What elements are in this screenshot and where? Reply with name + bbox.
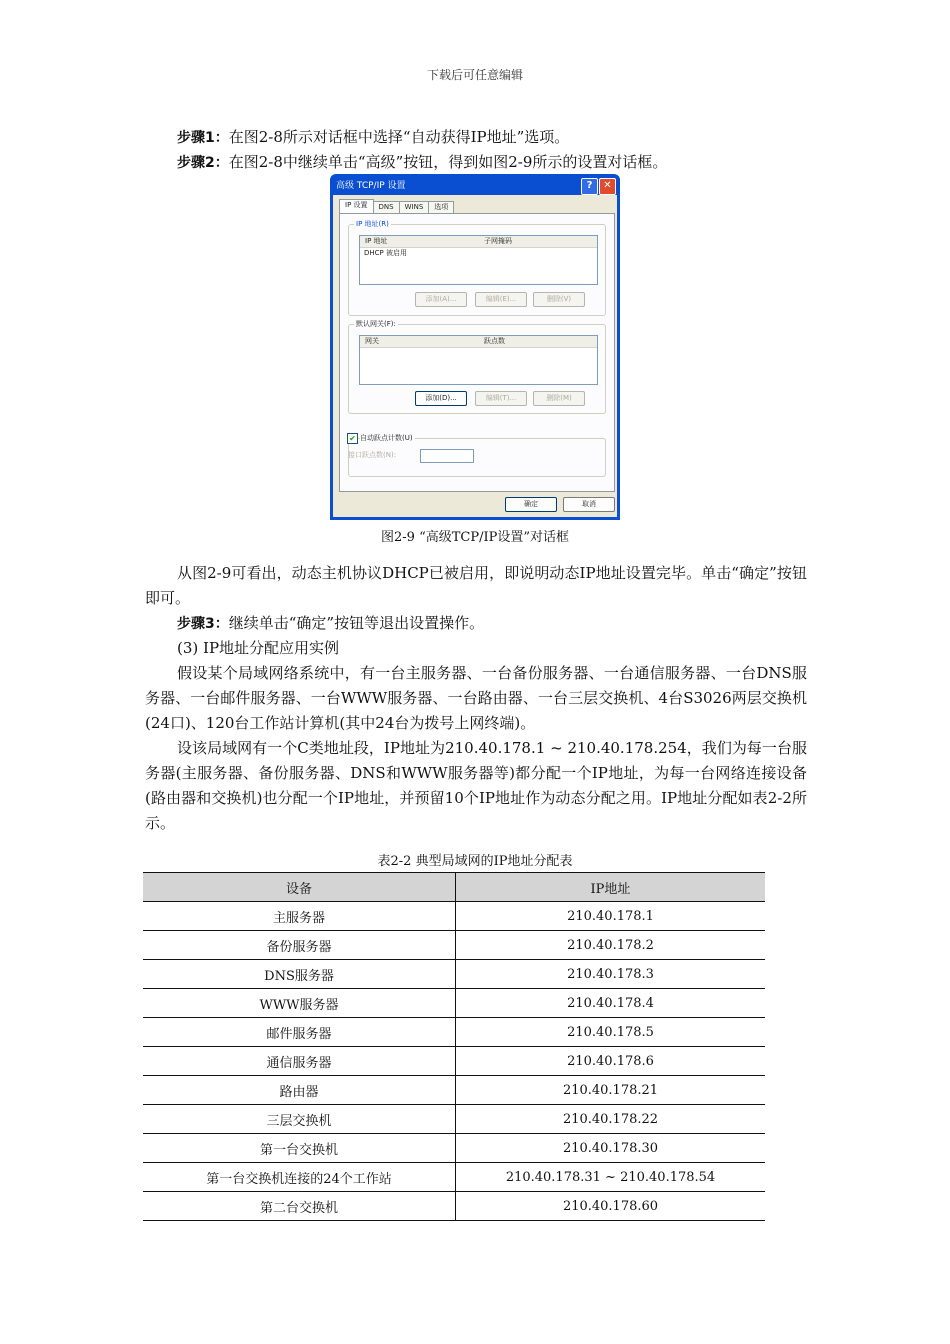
gateway-list[interactable] — [359, 335, 598, 385]
tab-wins[interactable]: WINS — [399, 201, 430, 213]
interface-metric-input[interactable] — [420, 449, 474, 463]
table-row — [143, 1076, 765, 1105]
device-cell: 主服务器 — [143, 902, 456, 931]
device-cell: 邮件服务器 — [143, 1018, 456, 1047]
ip-delete-button[interactable]: 删除(V) — [533, 292, 585, 307]
table-row — [143, 1105, 765, 1134]
ip-cell: 210.40.178.21 — [456, 1076, 766, 1105]
device-cell: 三层交换机 — [143, 1105, 456, 1134]
gateway-add-button[interactable]: 添加(D)... — [415, 391, 467, 406]
step1-paragraph — [145, 125, 807, 151]
ip-edit-button[interactable]: 编辑(E)... — [475, 292, 527, 307]
device-cell: 第一台交换机连接的24个工作站 — [143, 1163, 456, 1192]
table-row — [143, 1047, 765, 1076]
paragraph-allocation: 设该局域网有一个C类地址段，IP地址为210.40.178.1 ~ 210.40.178.254，我们为每一台服务器(主服务器、备份服务器、DNS和WWW服务器等)都分配一个IP地址，为每一台网络连接设备(路由器和交换机)也分配一个IP地址，并预留10个IP地址作为动态分配之用。IP地址分配如表2-2所示。 — [145, 739, 807, 832]
gateway-list-header — [360, 336, 597, 348]
ip-cell: 210.40.178.2 — [456, 931, 766, 960]
device-column-header: 设备 — [143, 873, 456, 902]
ip-cell: 210.40.178.5 — [456, 1018, 766, 1047]
ip-group-label: IP 地址(R) — [356, 220, 389, 228]
auto-metric-checkbox[interactable]: ✔ — [347, 433, 358, 444]
table-row — [143, 1018, 765, 1047]
device-cell: 第一台交换机 — [143, 1134, 456, 1163]
ip-cell: 210.40.178.1 — [456, 902, 766, 931]
ip-address-list[interactable] — [359, 235, 598, 285]
step2-paragraph — [145, 150, 807, 176]
tab-strip — [339, 199, 453, 213]
ip-allocation-table — [143, 872, 765, 1221]
step1-label: 步骤1： — [177, 130, 229, 146]
ip-col-header: IP 地址 — [365, 237, 388, 245]
cancel-button[interactable]: 取消 — [563, 497, 615, 512]
table-caption: 表2-2 典型局域网的IP地址分配表 — [377, 854, 573, 869]
ip-address-group — [348, 220, 606, 316]
dialog-title-bar — [333, 177, 617, 195]
table-row — [143, 1134, 765, 1163]
interface-metric-label: 接口跃点数(N): — [348, 451, 397, 459]
advanced-tcpip-dialog — [330, 174, 620, 520]
metric-col-header: 跃点数 — [484, 337, 505, 345]
tab-ip-settings[interactable]: IP 设置 — [339, 199, 374, 213]
help-icon[interactable]: ? — [581, 178, 598, 195]
tab-dns[interactable]: DNS — [373, 201, 400, 213]
gateway-col-header: 网关 — [365, 337, 379, 345]
ip-list-header — [360, 236, 597, 248]
step3-text: 继续单击“确定”按钮等退出设置操作。 — [228, 614, 485, 632]
dialog-title: 高级 TCP/IP 设置 — [336, 181, 406, 191]
table-row — [143, 960, 765, 989]
auto-metric-label: 自动跃点计数(U) — [360, 434, 413, 442]
paragraph-scenario: 假设某个局域网络系统中，有一台主服务器、一台备份服务器、一台通信服务器、一台DNS服务器、一台邮件服务器、一台WWW服务器、一台路由器、一台三层交换机、4台S3026两层交换机(24口)、120台工作站计算机(其中24台为拨号上网终端)。 — [145, 664, 807, 732]
mask-col-header: 子网掩码 — [484, 237, 512, 245]
figure-caption: 图2-9 “高级TCP/IP设置”对话框 — [381, 530, 569, 545]
ip-cell: 210.40.178.31 ~ 210.40.178.54 — [456, 1163, 766, 1192]
ip-column-header: IP地址 — [456, 873, 766, 902]
ip-cell: 210.40.178.6 — [456, 1047, 766, 1076]
device-cell: WWW服务器 — [143, 989, 456, 1018]
dialog-body — [333, 195, 617, 517]
gateway-edit-button[interactable]: 编辑(T)... — [475, 391, 527, 406]
gateway-delete-button[interactable]: 删除(M) — [533, 391, 585, 406]
step2-text: 在图2-8中继续单击“高级”按钮，得到如图2-9所示的设置对话框。 — [228, 153, 668, 171]
ip-cell: 210.40.178.4 — [456, 989, 766, 1018]
table-row — [143, 989, 765, 1018]
gateway-group-label: 默认网关(F): — [356, 320, 396, 328]
table-row — [143, 1192, 765, 1221]
device-cell: 路由器 — [143, 1076, 456, 1105]
device-cell: DNS服务器 — [143, 960, 456, 989]
device-cell: 第二台交换机 — [143, 1192, 456, 1221]
paragraph-dhcp: 从图2-9可看出，动态主机协议DHCP已被启用，即说明动态IP地址设置完毕。单击“确定”按钮即可。 — [145, 564, 807, 607]
ip-cell: 210.40.178.30 — [456, 1134, 766, 1163]
ip-cell: 210.40.178.3 — [456, 960, 766, 989]
ok-button[interactable]: 确定 — [505, 497, 557, 512]
ip-add-button[interactable]: 添加(A)... — [415, 292, 467, 307]
ip-cell: 210.40.178.22 — [456, 1105, 766, 1134]
step2-label: 步骤2： — [177, 155, 229, 171]
tab-panel — [339, 213, 615, 492]
device-cell: 备份服务器 — [143, 931, 456, 960]
table-row — [143, 1163, 765, 1192]
gateway-group — [348, 320, 606, 414]
step1-text: 在图2-8所示对话框中选择“自动获得IP地址”选项。 — [228, 128, 570, 146]
device-cell: 通信服务器 — [143, 1047, 456, 1076]
tab-options[interactable]: 选项 — [428, 201, 454, 213]
table-row — [143, 902, 765, 931]
page-header: 下载后可任意编辑 — [426, 68, 523, 82]
close-icon[interactable]: ✕ — [599, 178, 616, 195]
step3-paragraph — [145, 611, 807, 637]
table-row — [143, 931, 765, 960]
step3-label: 步骤3： — [177, 616, 229, 632]
list-item: DHCP 被启用 — [364, 249, 407, 257]
ip-cell: 210.40.178.60 — [456, 1192, 766, 1221]
section-title: (3) IP地址分配应用实例 — [177, 639, 340, 657]
table-header-row — [143, 873, 765, 902]
